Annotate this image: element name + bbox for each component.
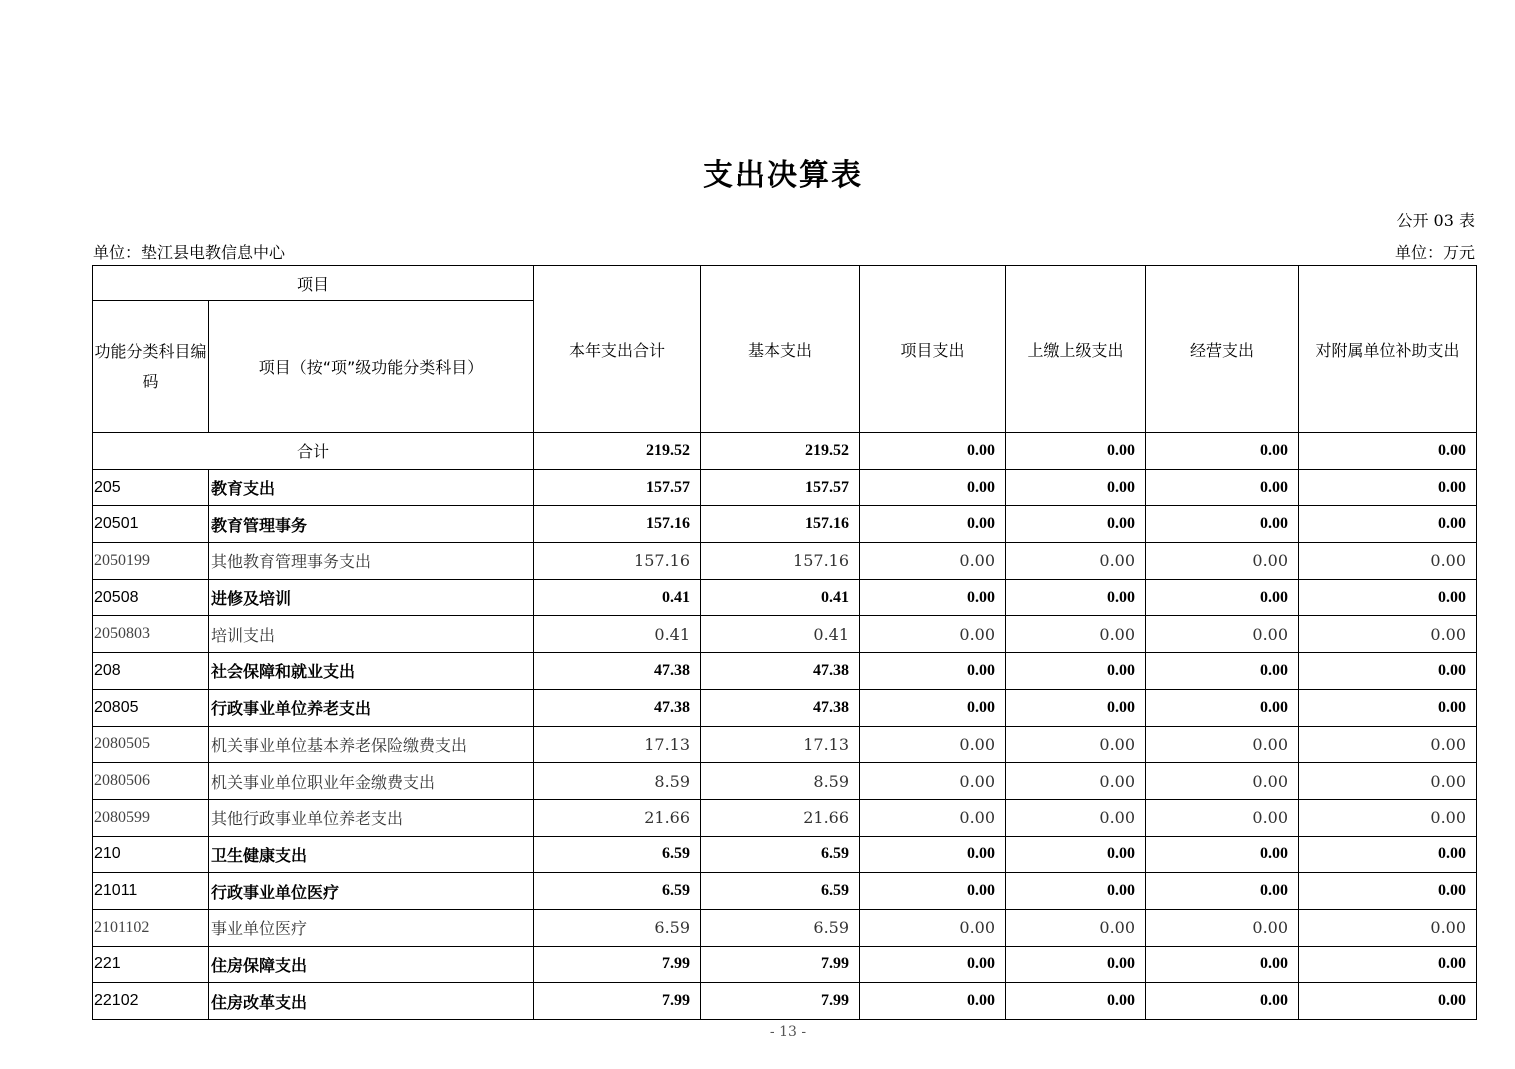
row-upper: 0.00: [1006, 726, 1146, 763]
row-upper: 0.00: [1006, 653, 1146, 690]
row-name: 卫生健康支出: [209, 836, 534, 873]
row-name: 培训支出: [209, 616, 534, 653]
row-name: 社会保障和就业支出: [209, 653, 534, 690]
table-row: [93, 836, 1477, 873]
row-project: 0.00: [860, 763, 1006, 800]
table-row: [93, 983, 1477, 1020]
row-name: 其他行政事业单位养老支出: [209, 799, 534, 836]
row-basic: 47.38: [701, 653, 860, 690]
row-business: 0.00: [1146, 506, 1299, 543]
total-basic: 219.52: [701, 433, 860, 470]
row-upper: 0.00: [1006, 763, 1146, 800]
header-upper: 上缴上级支出: [1006, 266, 1146, 433]
table-row: [93, 506, 1477, 543]
row-total: 157.16: [534, 506, 701, 543]
table-code: 公开 03 表: [1396, 211, 1475, 230]
table-row: [93, 763, 1477, 800]
row-name: 住房保障支出: [209, 946, 534, 983]
row-project: 0.00: [860, 506, 1006, 543]
row-upper: 0.00: [1006, 799, 1146, 836]
row-name: 机关事业单位基本养老保险缴费支出: [209, 726, 534, 763]
row-project: 0.00: [860, 909, 1006, 946]
row-code: 2080599: [93, 799, 209, 836]
row-total: 47.38: [534, 653, 701, 690]
row-project: 0.00: [860, 653, 1006, 690]
row-name: 住房改革支出: [209, 983, 534, 1020]
row-code: 208: [93, 653, 209, 690]
row-project: 0.00: [860, 689, 1006, 726]
row-business: 0.00: [1146, 579, 1299, 616]
total-label: 合计: [93, 433, 534, 470]
table-row: [93, 469, 1477, 506]
row-total: 6.59: [534, 836, 701, 873]
header-name: 项目（按“项”级功能分类科目）: [209, 301, 534, 433]
row-basic: 47.38: [701, 689, 860, 726]
page-title: 支出决算表: [703, 158, 863, 193]
row-project: 0.00: [860, 799, 1006, 836]
row-project: 0.00: [860, 579, 1006, 616]
table-row: [93, 726, 1477, 763]
row-code: 205: [93, 469, 209, 506]
row-subsidy: 0.00: [1299, 983, 1477, 1020]
header-business: 经营支出: [1146, 266, 1299, 433]
row-project: 0.00: [860, 983, 1006, 1020]
table-row: [93, 946, 1477, 983]
total-business: 0.00: [1146, 433, 1299, 470]
row-business: 0.00: [1146, 799, 1299, 836]
table-row: [93, 799, 1477, 836]
row-project: 0.00: [860, 469, 1006, 506]
row-code: 210: [93, 836, 209, 873]
header-code: 功能分类科目编码: [93, 301, 209, 433]
row-business: 0.00: [1146, 983, 1299, 1020]
row-basic: 157.16: [701, 506, 860, 543]
total-row: [93, 433, 1477, 470]
row-project: 0.00: [860, 543, 1006, 580]
row-basic: 157.16: [701, 543, 860, 580]
table-row: [93, 689, 1477, 726]
row-subsidy: 0.00: [1299, 946, 1477, 983]
row-subsidy: 0.00: [1299, 653, 1477, 690]
row-basic: 7.99: [701, 983, 860, 1020]
row-upper: 0.00: [1006, 946, 1146, 983]
table-row: [93, 616, 1477, 653]
row-name: 机关事业单位职业年金缴费支出: [209, 763, 534, 800]
row-business: 0.00: [1146, 543, 1299, 580]
row-upper: 0.00: [1006, 873, 1146, 910]
row-basic: 7.99: [701, 946, 860, 983]
row-basic: 21.66: [701, 799, 860, 836]
row-subsidy: 0.00: [1299, 616, 1477, 653]
row-total: 6.59: [534, 873, 701, 910]
row-total: 0.41: [534, 616, 701, 653]
row-business: 0.00: [1146, 469, 1299, 506]
unit-organization: 单位：垫江县电教信息中心: [93, 243, 286, 262]
row-code: 21011: [93, 873, 209, 910]
row-code: 20501: [93, 506, 209, 543]
row-basic: 6.59: [701, 836, 860, 873]
row-upper: 0.00: [1006, 579, 1146, 616]
row-upper: 0.00: [1006, 543, 1146, 580]
row-project: 0.00: [860, 616, 1006, 653]
table-row: [93, 873, 1477, 910]
table-row: [93, 543, 1477, 580]
row-subsidy: 0.00: [1299, 726, 1477, 763]
row-total: 157.57: [534, 469, 701, 506]
row-business: 0.00: [1146, 946, 1299, 983]
row-subsidy: 0.00: [1299, 909, 1477, 946]
row-subsidy: 0.00: [1299, 836, 1477, 873]
row-total: 7.99: [534, 983, 701, 1020]
row-project: 0.00: [860, 836, 1006, 873]
row-basic: 157.57: [701, 469, 860, 506]
row-subsidy: 0.00: [1299, 579, 1477, 616]
header-item-group: 项目: [93, 266, 534, 301]
total-subsidy: 0.00: [1299, 433, 1477, 470]
row-code: 20805: [93, 689, 209, 726]
row-business: 0.00: [1146, 763, 1299, 800]
row-subsidy: 0.00: [1299, 873, 1477, 910]
row-upper: 0.00: [1006, 616, 1146, 653]
row-total: 157.16: [534, 543, 701, 580]
expenditure-table: [92, 265, 1477, 1020]
row-upper: 0.00: [1006, 983, 1146, 1020]
row-total: 7.99: [534, 946, 701, 983]
row-basic: 0.41: [701, 616, 860, 653]
row-code: 22102: [93, 983, 209, 1020]
header-project: 项目支出: [860, 266, 1006, 433]
header-basic: 基本支出: [701, 266, 860, 433]
unit-currency: 单位：万元: [1394, 243, 1475, 262]
row-code: 2080505: [93, 726, 209, 763]
row-upper: 0.00: [1006, 469, 1146, 506]
row-basic: 6.59: [701, 909, 860, 946]
row-subsidy: 0.00: [1299, 506, 1477, 543]
row-name: 事业单位医疗: [209, 909, 534, 946]
row-name: 教育管理事务: [209, 506, 534, 543]
page-number: - 13 -: [769, 1024, 807, 1040]
row-total: 47.38: [534, 689, 701, 726]
table-row: [93, 909, 1477, 946]
row-subsidy: 0.00: [1299, 689, 1477, 726]
row-code: 2050199: [93, 543, 209, 580]
row-subsidy: 0.00: [1299, 543, 1477, 580]
row-basic: 6.59: [701, 873, 860, 910]
row-upper: 0.00: [1006, 909, 1146, 946]
row-subsidy: 0.00: [1299, 763, 1477, 800]
row-business: 0.00: [1146, 616, 1299, 653]
row-total: 8.59: [534, 763, 701, 800]
total-upper: 0.00: [1006, 433, 1146, 470]
total-project: 0.00: [860, 433, 1006, 470]
row-code: 20508: [93, 579, 209, 616]
row-project: 0.00: [860, 946, 1006, 983]
row-upper: 0.00: [1006, 836, 1146, 873]
row-name: 教育支出: [209, 469, 534, 506]
row-business: 0.00: [1146, 909, 1299, 946]
row-upper: 0.00: [1006, 689, 1146, 726]
row-total: 0.41: [534, 579, 701, 616]
row-name: 其他教育管理事务支出: [209, 543, 534, 580]
row-code: 2080506: [93, 763, 209, 800]
header-subsidy: 对附属单位补助支出: [1299, 266, 1477, 433]
row-business: 0.00: [1146, 873, 1299, 910]
row-business: 0.00: [1146, 726, 1299, 763]
row-name: 进修及培训: [209, 579, 534, 616]
total-total: 219.52: [534, 433, 701, 470]
row-upper: 0.00: [1006, 506, 1146, 543]
row-subsidy: 0.00: [1299, 469, 1477, 506]
table-row: [93, 579, 1477, 616]
row-basic: 0.41: [701, 579, 860, 616]
row-project: 0.00: [860, 873, 1006, 910]
row-name: 行政事业单位养老支出: [209, 689, 534, 726]
row-subsidy: 0.00: [1299, 799, 1477, 836]
row-basic: 8.59: [701, 763, 860, 800]
row-total: 6.59: [534, 909, 701, 946]
row-business: 0.00: [1146, 689, 1299, 726]
header-total: 本年支出合计: [534, 266, 701, 433]
row-total: 17.13: [534, 726, 701, 763]
row-code: 2050803: [93, 616, 209, 653]
row-basic: 17.13: [701, 726, 860, 763]
row-project: 0.00: [860, 726, 1006, 763]
row-business: 0.00: [1146, 653, 1299, 690]
row-total: 21.66: [534, 799, 701, 836]
row-code: 221: [93, 946, 209, 983]
row-code: 2101102: [93, 909, 209, 946]
table-row: [93, 653, 1477, 690]
row-business: 0.00: [1146, 836, 1299, 873]
row-name: 行政事业单位医疗: [209, 873, 534, 910]
